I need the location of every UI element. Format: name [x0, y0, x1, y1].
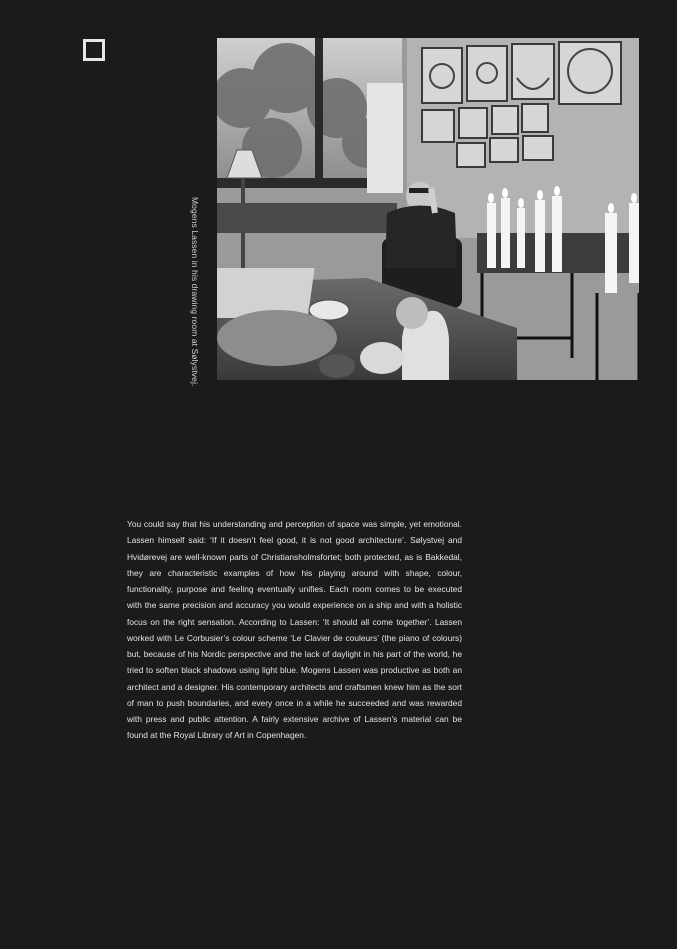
- photo-illustration: [217, 38, 639, 380]
- logo-square-mark: [83, 39, 105, 61]
- article-body-text: You could say that his understanding and perception of space was simple, yet emotional. Lassen himself said: ‘If it doesn’t feel good, it is not good architecture’. Sølystvej and Hvidørevej are well-known parts of Christiansholmsfortet; both protected, as is Bakkedal, they are characteristic examples of how his playing around with shape, colour, functionality, purpose and feeling eventually unifies. Each room comes to be executed with the same precision and accuracy you would experience on a ship and with a holistic focus on the right sensation. According to Lassen: ‘It should all come together’. Lassen worked with Le Corbusier’s colour scheme ‘Le Clavier de couleurs’ (the piano of colours) but, because of his Nordic perspective and the lack of daylight in his part of the world, he tried to soften black shadows using light blue. Mogens Lassen was productive as both an architect and a designer. His contemporary architects and craftsmen knew him as the sort of man to push boundaries, and every once in a while he succeeded and was rewarded with press and public attention. A fairly extensive archive of Lassen’s material can be found at the Royal Library of Art in Copenhagen.: [127, 519, 462, 741]
- interior-photograph: [217, 38, 639, 380]
- photo-caption: Mogens Lassen in his drawing room at Sølystvej.: [190, 197, 200, 387]
